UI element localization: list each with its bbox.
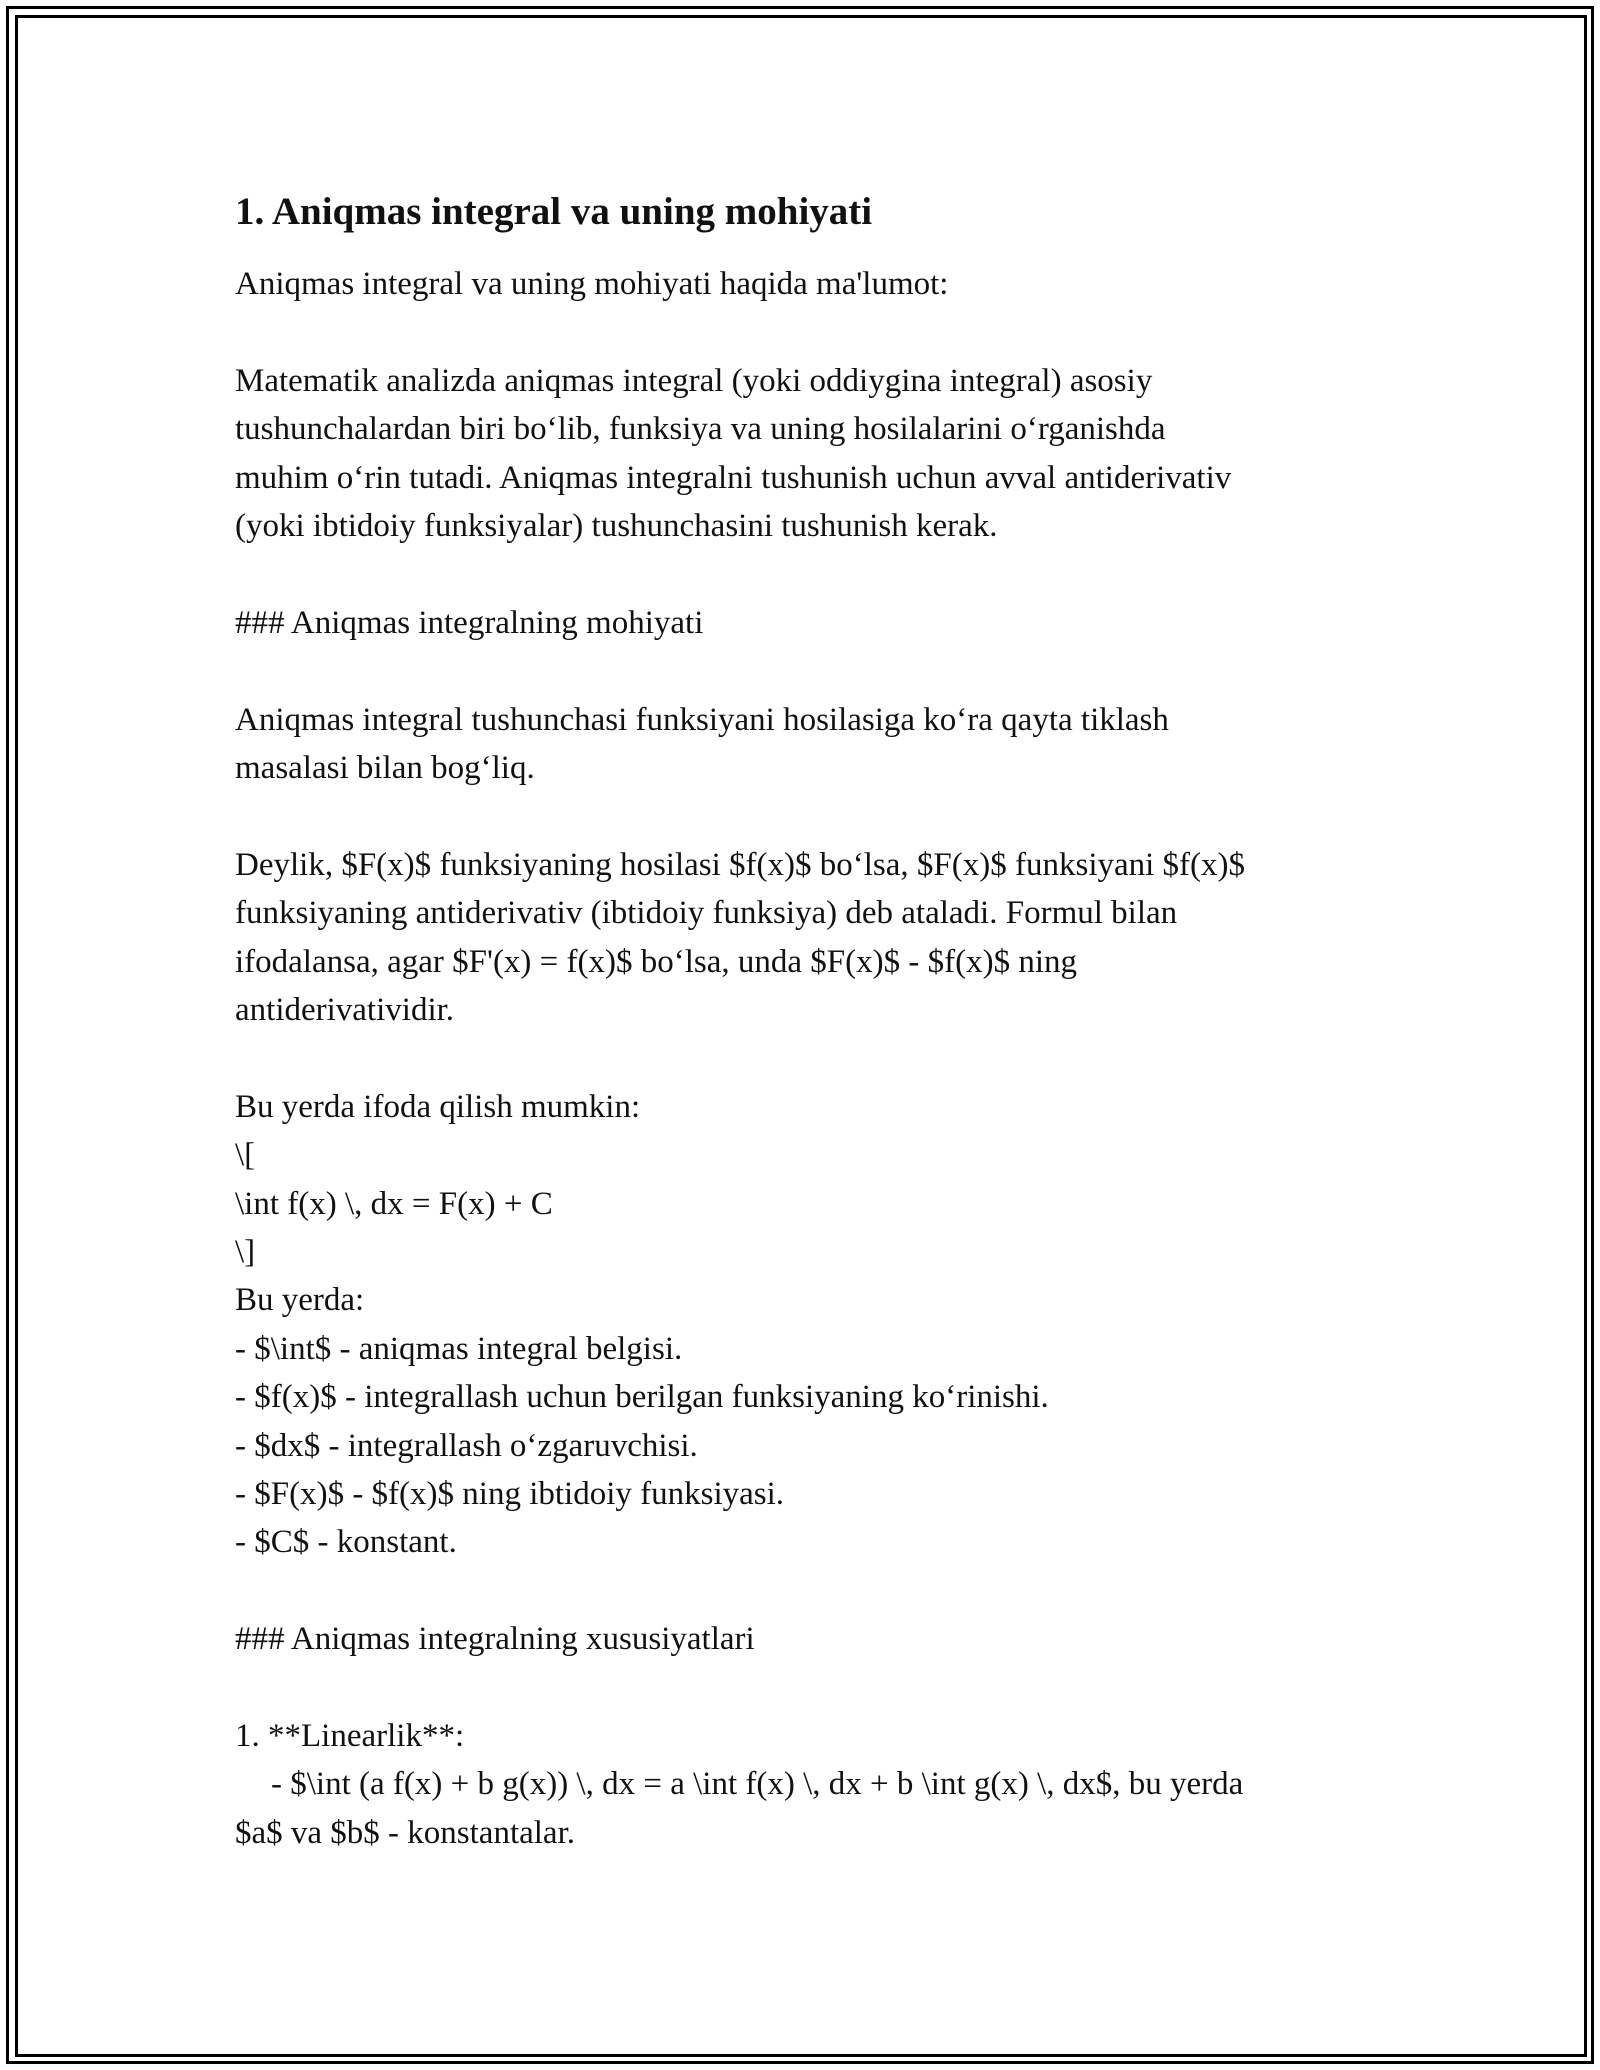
paragraph-line: Matematik analizda aniqmas integral (yoki oddiygina integral) asosiy bbox=[235, 362, 1153, 399]
formula-line: \int f(x) \, dx = F(x) + C bbox=[235, 1185, 553, 1222]
formula-line: \] bbox=[235, 1234, 256, 1271]
blank-line bbox=[235, 1664, 1375, 1712]
list-item: - $C$ - konstant. bbox=[235, 1524, 457, 1561]
paragraph-line: Aniqmas integral tushunchasi funksiyani hosilasiga ko‘ra qayta tiklash bbox=[235, 701, 1169, 738]
paragraph-line: antiderivatividir. bbox=[235, 992, 455, 1029]
section-heading: ### Aniqmas integralning mohiyati bbox=[235, 604, 704, 641]
blank-line bbox=[235, 792, 1375, 840]
formula-line: \[ bbox=[235, 1137, 256, 1174]
list-item: - $\int (a f(x) + b g(x)) \, dx = a \int f(x) \, dx + b \int g(x) \, dx$, bu yerda bbox=[271, 1766, 1244, 1803]
list-item: - $\int$ - aniqmas integral belgisi. bbox=[235, 1330, 683, 1367]
paragraph-line: Bu yerda: bbox=[235, 1282, 365, 1319]
paragraph-line: (yoki ibtidoiy funksiyalar) tushunchasini tushunish kerak. bbox=[235, 508, 998, 545]
section-heading: ### Aniqmas integralning xususiyatlari bbox=[235, 1621, 755, 1658]
list-item: - $F(x)$ - $f(x)$ ning ibtidoiy funksiyasi. bbox=[235, 1476, 785, 1513]
document-title: 1. Aniqmas integral va uning mohiyati bbox=[235, 190, 873, 233]
blank-line bbox=[235, 647, 1375, 695]
paragraph-line: masalasi bilan bog‘liq. bbox=[235, 750, 535, 787]
blank-line bbox=[235, 550, 1375, 598]
paragraph-line: tushunchalardan biri bo‘lib, funksiya va uning hosilalarini o‘rganishda bbox=[235, 411, 1166, 448]
numbered-item: 1. **Linearlik**: bbox=[235, 1718, 465, 1755]
blank-line bbox=[235, 308, 1375, 356]
paragraph-line: funksiyaning antiderivativ (ibtidoiy funksiya) deb ataladi. Formul bilan bbox=[235, 895, 1178, 932]
intro-line: Aniqmas integral va uning mohiyati haqida ma'lumot: bbox=[235, 266, 949, 302]
paragraph-line: muhim o‘rin tutadi. Aniqmas integralni tushunish uchun avval antiderivativ bbox=[235, 459, 1232, 496]
list-item: - $dx$ - integrallash o‘zgaruvchisi. bbox=[235, 1427, 698, 1464]
paragraph-line: $a$ va $b$ - konstantalar. bbox=[235, 1814, 575, 1851]
blank-line bbox=[235, 1034, 1375, 1082]
blank-line bbox=[235, 1567, 1375, 1615]
paragraph-line: ifodalansa, agar $F'(x) = f(x)$ bo‘lsa, unda $F(x)$ - $f(x)$ ning bbox=[235, 943, 1077, 980]
document-body bbox=[235, 186, 1375, 1857]
paragraph-line: Bu yerda ifoda qilish mumkin: bbox=[235, 1088, 641, 1125]
list-item: - $f(x)$ - integrallash uchun berilgan funksiyaning ko‘rinishi. bbox=[235, 1379, 1049, 1416]
paragraph-line: Deylik, $F(x)$ funksiyaning hosilasi $f(x)$ bo‘lsa, $F(x)$ funksiyani $f(x)$ bbox=[235, 846, 1246, 883]
